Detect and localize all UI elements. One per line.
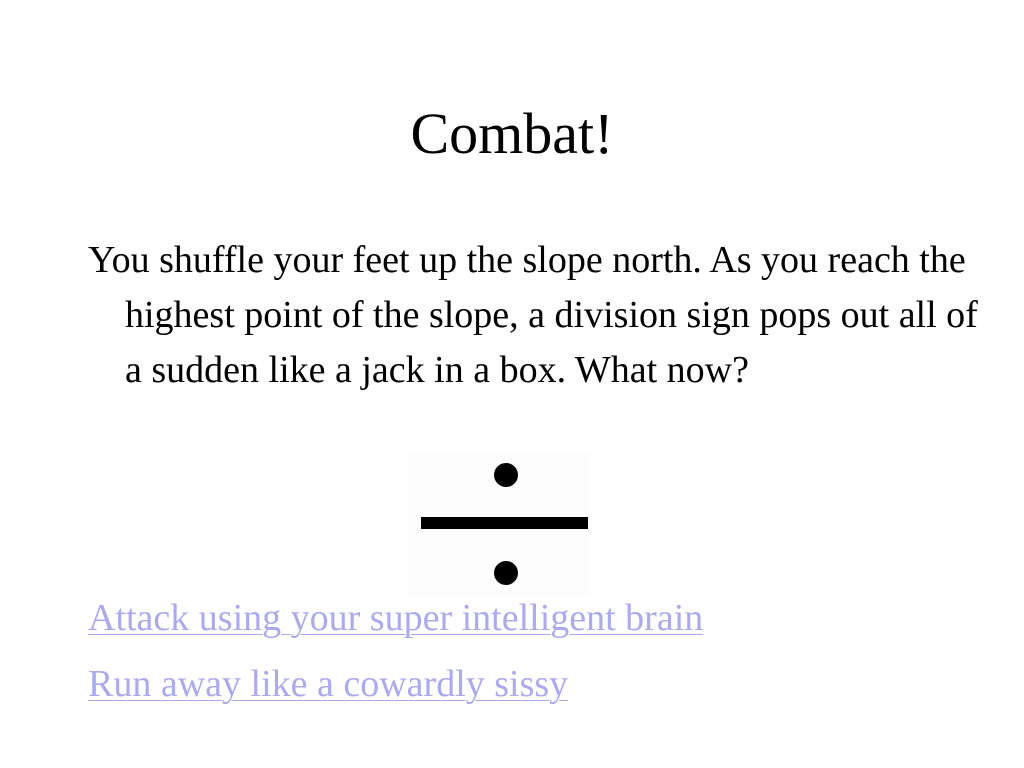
division-sign-top-dot xyxy=(494,463,518,487)
attack-choice-link[interactable]: Attack using your super intelligent brain xyxy=(88,597,704,639)
slide-title: Combat! xyxy=(410,101,614,166)
story-text: You shuffle your feet up the slope north. As you reach the highest point of the slope, a division sign pops out all of a sudden like a jack in a box. What now? xyxy=(88,239,978,391)
division-sign-icon xyxy=(409,453,590,597)
run-away-choice-link[interactable]: Run away like a cowardly sissy xyxy=(88,663,569,705)
division-sign-bottom-dot xyxy=(494,561,518,585)
division-sign-bar xyxy=(421,517,588,529)
